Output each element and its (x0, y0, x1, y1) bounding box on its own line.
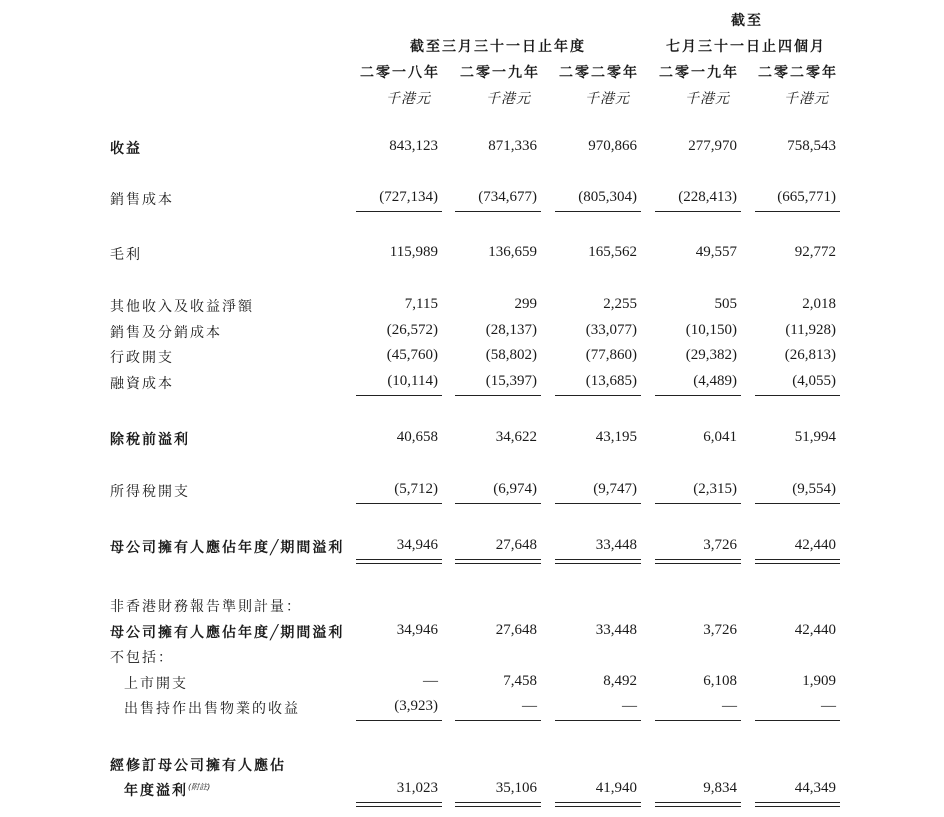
table-cell: 1,909 (802, 673, 836, 689)
double-underline (655, 559, 741, 560)
row-label-selling-costs: 銷售及分銷成本 (110, 325, 222, 341)
single-underline (555, 720, 641, 721)
table-cell: 49,557 (695, 244, 737, 260)
table-cell: 6,041 (703, 429, 737, 445)
double-underline (356, 563, 442, 564)
table-cell: 41,940 (595, 780, 637, 796)
table-cell: 299 (514, 296, 537, 312)
group-header-period-bottom: 七月三十一日止四個月 (666, 39, 826, 55)
table-cell: (13,685) (585, 373, 637, 389)
table-cell: (45,760) (386, 347, 438, 363)
table-cell: (2,315) (693, 481, 737, 497)
table-cell: (4,489) (693, 373, 737, 389)
table-cell: 970,866 (588, 138, 637, 154)
table-cell: 2,018 (802, 296, 836, 312)
table-cell: (4,055) (792, 373, 836, 389)
table-cell: (10,114) (387, 373, 438, 389)
table-cell: 42,440 (794, 537, 836, 553)
table-cell: 2,255 (603, 296, 637, 312)
row-label-listing-expenses: 上市開支 (124, 676, 188, 692)
row-label-admin-expenses: 行政開支 (110, 350, 174, 366)
table-cell: 51,994 (794, 429, 836, 445)
double-underline (755, 806, 840, 807)
row-label-profit-attributable: 母公司擁有人應佔年度╱期間溢利 (110, 540, 345, 556)
table-cell: 33,448 (595, 537, 637, 553)
table-cell: 34,946 (396, 537, 438, 553)
table-cell: — (522, 698, 537, 714)
table-cell: (26,813) (784, 347, 836, 363)
row-label-other-income: 其他收入及收益淨額 (110, 299, 254, 315)
table-cell: 3,726 (703, 537, 737, 553)
note-marker: (附註) (188, 782, 211, 792)
single-underline (455, 211, 541, 212)
single-underline (555, 503, 641, 504)
table-cell: — (423, 673, 438, 689)
double-underline (655, 802, 741, 803)
double-underline (356, 806, 442, 807)
table-cell: 43,195 (595, 429, 637, 445)
table-cell: (734,677) (478, 189, 537, 205)
single-underline (655, 211, 741, 212)
double-underline (655, 806, 741, 807)
table-cell: — (722, 698, 737, 714)
unit-label: 千港元 (486, 91, 531, 107)
single-underline (755, 503, 840, 504)
year-header-p2019: 二零一九年 (659, 65, 739, 81)
row-label-income-tax: 所得稅開支 (110, 484, 190, 500)
double-underline (455, 802, 541, 803)
table-cell: 27,648 (495, 622, 537, 638)
unit-label: 千港元 (685, 91, 730, 107)
year-header-fy2020: 二零二零年 (559, 65, 639, 81)
table-cell: (805,304) (578, 189, 637, 205)
double-underline (755, 802, 840, 803)
double-underline (356, 802, 442, 803)
table-cell: 31,023 (396, 780, 438, 796)
table-cell: (9,747) (593, 481, 637, 497)
single-underline (655, 503, 741, 504)
double-underline (655, 563, 741, 564)
single-underline (555, 395, 641, 396)
row-label-adjusted-profit-2 (124, 780, 210, 800)
single-underline (356, 395, 442, 396)
single-underline (455, 395, 541, 396)
row-label-text: 年度溢利 (124, 783, 188, 799)
row-label-profit-before-tax: 除稅前溢利 (110, 432, 190, 448)
row-label-revenue: 收益 (110, 141, 142, 157)
group-header-fy: 截至三月三十一日止年度 (410, 39, 586, 55)
table-cell: (3,923) (394, 698, 438, 714)
double-underline (555, 563, 641, 564)
double-underline (755, 563, 840, 564)
table-cell: (665,771) (777, 189, 836, 205)
table-cell: 9,834 (703, 780, 737, 796)
double-underline (555, 806, 641, 807)
table-cell: 843,123 (389, 138, 438, 154)
year-header-fy2018: 二零一八年 (360, 65, 440, 81)
table-cell: (6,974) (493, 481, 537, 497)
table-cell: — (821, 698, 836, 714)
double-underline (555, 802, 641, 803)
table-cell: 115,989 (389, 244, 438, 260)
table-cell: 505 (714, 296, 737, 312)
row-label-excluding: 不包括： (110, 650, 174, 666)
single-underline (356, 720, 442, 721)
double-underline (555, 559, 641, 560)
table-cell: 7,115 (404, 296, 438, 312)
table-cell: (10,150) (685, 322, 737, 338)
single-underline (755, 720, 840, 721)
single-underline (555, 211, 641, 212)
table-cell: 35,106 (495, 780, 537, 796)
double-underline (455, 559, 541, 560)
row-label-cost-of-sales: 銷售成本 (110, 192, 174, 208)
table-cell: (11,928) (785, 322, 836, 338)
table-cell: 136,659 (488, 244, 537, 260)
table-cell: 42,440 (794, 622, 836, 638)
double-underline (755, 559, 840, 560)
table-cell: (33,077) (585, 322, 637, 338)
single-underline (455, 720, 541, 721)
table-cell: 34,622 (495, 429, 537, 445)
year-header-fy2019: 二零一九年 (460, 65, 540, 81)
unit-label: 千港元 (585, 91, 630, 107)
row-label-adjusted-profit-1: 經修訂母公司擁有人應佔 (110, 758, 286, 774)
table-cell: 165,562 (588, 244, 637, 260)
row-label-gross-profit: 毛利 (110, 247, 142, 263)
table-cell: (28,137) (485, 322, 537, 338)
table-cell: 8,492 (603, 673, 637, 689)
table-cell: 277,970 (688, 138, 737, 154)
group-header-period-top: 截至 (731, 13, 763, 29)
table-cell: (727,134) (379, 189, 438, 205)
table-cell: 7,458 (503, 673, 537, 689)
single-underline (356, 211, 442, 212)
table-cell: 758,543 (787, 138, 836, 154)
table-cell: (15,397) (485, 373, 537, 389)
row-label-profit-attributable-2: 母公司擁有人應佔年度╱期間溢利 (110, 625, 345, 641)
table-cell: (228,413) (678, 189, 737, 205)
table-cell: 27,648 (495, 537, 537, 553)
single-underline (755, 395, 840, 396)
unit-label: 千港元 (386, 91, 431, 107)
single-underline (755, 211, 840, 212)
table-cell: 3,726 (703, 622, 737, 638)
table-cell: 44,349 (794, 780, 836, 796)
single-underline (356, 503, 442, 504)
table-cell: (58,802) (485, 347, 537, 363)
table-cell: (5,712) (394, 481, 438, 497)
table-cell: 40,658 (396, 429, 438, 445)
table-cell: (77,860) (585, 347, 637, 363)
row-label-finance-costs: 融資成本 (110, 376, 174, 392)
unit-label: 千港元 (784, 91, 829, 107)
double-underline (356, 559, 442, 560)
single-underline (655, 395, 741, 396)
year-header-p2020: 二零二零年 (758, 65, 838, 81)
table-cell: 92,772 (794, 244, 836, 260)
table-cell: 34,946 (396, 622, 438, 638)
table-cell: 871,336 (488, 138, 537, 154)
row-label-disposal-gain: 出售持作出售物業的收益 (124, 701, 300, 717)
single-underline (455, 503, 541, 504)
table-cell: — (622, 698, 637, 714)
single-underline (655, 720, 741, 721)
table-cell: (29,382) (685, 347, 737, 363)
table-cell: 6,108 (703, 673, 737, 689)
table-cell: 33,448 (595, 622, 637, 638)
table-cell: (9,554) (792, 481, 836, 497)
row-label-non-hkfrs: 非香港財務報告準則計量： (110, 599, 302, 615)
double-underline (455, 806, 541, 807)
double-underline (455, 563, 541, 564)
table-cell: (26,572) (386, 322, 438, 338)
